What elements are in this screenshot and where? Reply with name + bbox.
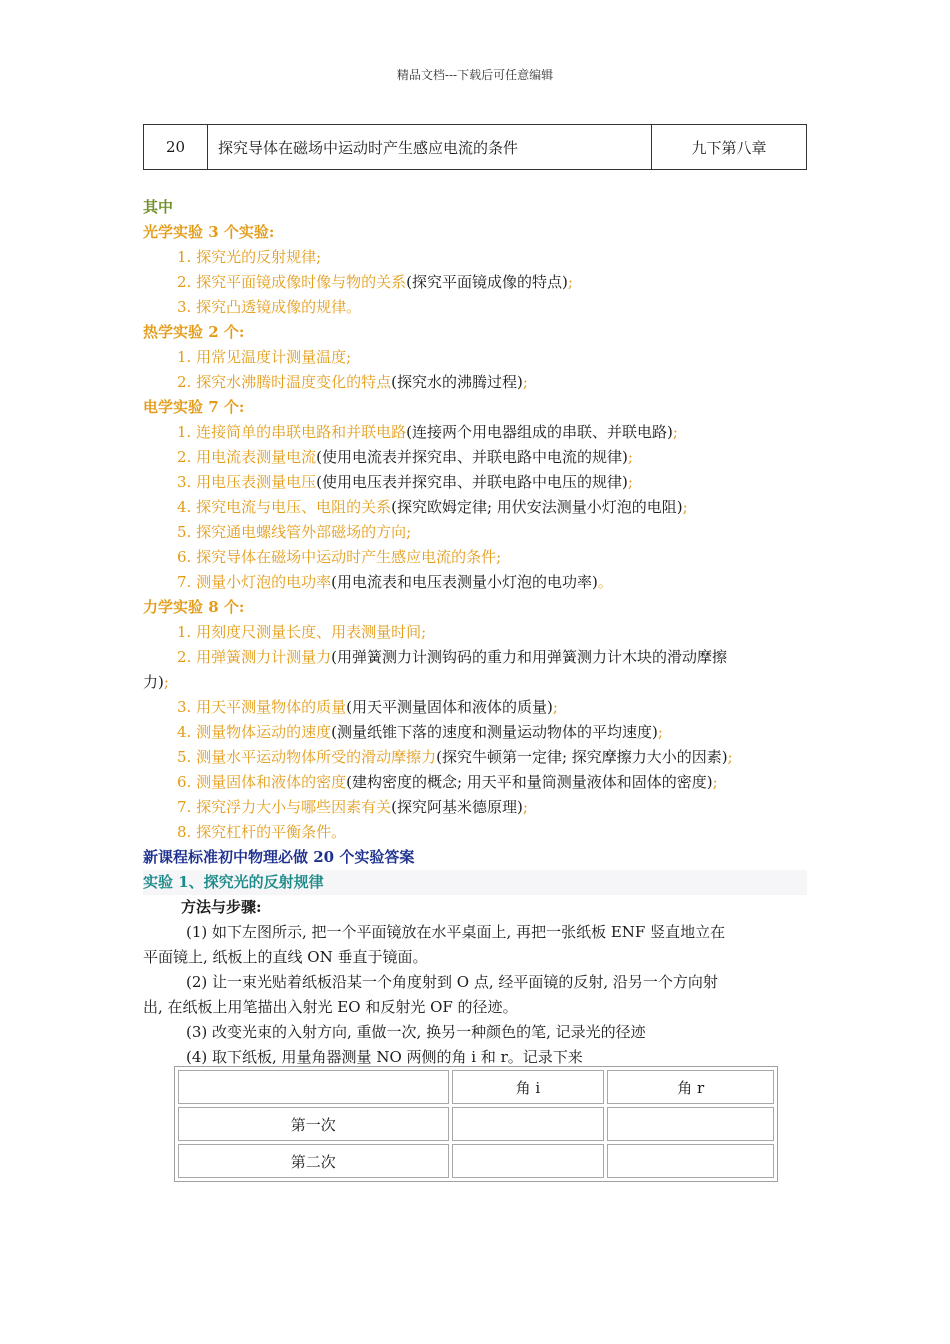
electric-heading: 电学实验 7 个:	[143, 398, 245, 416]
list-item	[143, 295, 807, 320]
experiment-name: 探究导体在磁场中运动时产生感应电流的条件	[208, 125, 652, 170]
item-note: (用弹簧测力计测钩码的重力和用弹簧测力计木块的滑动摩擦	[331, 648, 727, 666]
optics-heading: 光学实验 3 个实验:	[143, 223, 275, 241]
item-note: (探究欧姆定律; 用伏安法测量小灯泡的电阻)	[391, 498, 683, 516]
item-text: 6. 测量固体和液体的密度	[177, 773, 347, 791]
item-text: 2. 用电流表测量电流	[177, 448, 317, 466]
row-label: 第二次	[178, 1144, 449, 1178]
item-end: ;	[627, 473, 633, 491]
item-note: (探究牛顿第一定律; 探究摩擦力大小的因素)	[436, 748, 728, 766]
list-item	[143, 345, 807, 370]
angle-i-cell	[452, 1107, 605, 1141]
list-item	[143, 545, 807, 570]
method-heading: 方法与步骤:	[181, 898, 262, 916]
list-item	[143, 645, 807, 670]
item-end: ;	[712, 773, 718, 791]
item-note: 力)	[143, 673, 164, 691]
intro-heading: 其中	[143, 198, 174, 216]
row-label: 第一次	[178, 1107, 449, 1141]
list-item	[143, 745, 807, 770]
step-1-line-2: 平面镜上, 纸板上的直线 ON 垂直于镜面。	[143, 948, 428, 966]
item-text: 3. 用天平测量物体的质量	[177, 698, 347, 716]
answers-heading: 新课程标准初中物理必做 20 个实验答案	[143, 848, 415, 866]
item-text: 8. 探究杠杆的平衡条件。	[177, 823, 347, 841]
item-text: 4. 测量物体运动的速度	[177, 723, 332, 741]
list-item	[143, 770, 807, 795]
list-item	[143, 620, 807, 645]
list-item	[143, 445, 807, 470]
angle-i-cell	[452, 1144, 605, 1178]
item-note: (使用电压表并探究串、并联电路中电压的规律)	[316, 473, 628, 491]
header-cell-empty	[178, 1070, 449, 1104]
angle-r-cell	[607, 1144, 774, 1178]
header-angle-r: 角 r	[607, 1070, 774, 1104]
page-header: 精品文档---下载后可任意编辑	[396, 68, 554, 82]
list-item	[143, 795, 807, 820]
item-text: 7. 测量小灯泡的电功率	[177, 573, 332, 591]
item-end: ;	[522, 798, 528, 816]
experiment-chapter: 九下第八章	[652, 125, 807, 170]
list-item	[143, 720, 807, 745]
item-text: 7. 探究浮力大小与哪些因素有关	[177, 798, 392, 816]
item-text: 1. 探究光的反射规律;	[177, 248, 322, 266]
item-text: 2. 探究平面镜成像时像与物的关系	[177, 273, 407, 291]
item-end: ;	[552, 698, 558, 716]
mechanics-heading: 力学实验 8 个:	[143, 598, 245, 616]
list-item	[143, 470, 807, 495]
table-row	[178, 1107, 774, 1141]
item-text: 5. 测量水平运动物体所受的滑动摩擦力	[177, 748, 437, 766]
step-4: (4) 取下纸板, 用量角器测量 NO 两侧的角 i 和 r。记录下来	[186, 1048, 583, 1066]
list-item	[143, 245, 807, 270]
item-note: (连接两个用电器组成的串联、并联电路)	[406, 423, 673, 441]
item-note: (使用电流表并探究串、并联电路中电流的规律)	[316, 448, 628, 466]
list-item	[143, 495, 807, 520]
list-item	[143, 570, 807, 595]
step-1-line-1: (1) 如下左图所示, 把一个平面镜放在水平桌面上, 再把一张纸板 ENF 竖直地立在	[186, 923, 726, 941]
item-end: ;	[672, 423, 678, 441]
angle-record-table	[174, 1066, 778, 1182]
heat-heading: 热学实验 2 个:	[143, 323, 245, 341]
list-item	[143, 520, 807, 545]
item-text: 1. 用刻度尺测量长度、用表测量时间;	[177, 623, 427, 641]
item-end: ;	[522, 373, 528, 391]
item-text: 3. 用电压表测量电压	[177, 473, 317, 491]
item-end: 。	[597, 573, 613, 591]
item-text: 1. 用常见温度计测量温度;	[177, 348, 352, 366]
item-text: 3. 探究凸透镜成像的规律。	[177, 298, 362, 316]
item-end: ;	[163, 673, 169, 691]
item-note: (用电流表和电压表测量小灯泡的电功率)	[331, 573, 598, 591]
list-item	[143, 695, 807, 720]
step-3: (3) 改变光束的入射方向, 重做一次, 换另一种颜色的笔, 记录光的径迹	[186, 1023, 646, 1041]
item-note: (测量纸锥下落的速度和测量运动物体的平均速度)	[331, 723, 658, 741]
item-text: 6. 探究导体在磁场中运动时产生感应电流的条件;	[177, 548, 502, 566]
list-item	[143, 270, 807, 295]
item-end: ;	[682, 498, 688, 516]
experiment-number: 20	[144, 125, 208, 170]
item-note: (用天平测量固体和液体的质量)	[346, 698, 553, 716]
experiment-list-table	[143, 124, 807, 170]
list-item	[143, 420, 807, 445]
item-note: (建构密度的概念; 用天平和量筒测量液体和固体的密度)	[346, 773, 713, 791]
table-row	[178, 1144, 774, 1178]
list-item-continued	[143, 670, 807, 695]
list-item	[143, 820, 807, 845]
document-body	[143, 195, 807, 1070]
item-end: ;	[627, 448, 633, 466]
item-text: 2. 用弹簧测力计测量力	[177, 648, 332, 666]
item-note: (探究水的沸腾过程)	[391, 373, 523, 391]
item-text: 5. 探究通电螺线管外部磁场的方向;	[177, 523, 412, 541]
item-text: 4. 探究电流与电压、电阻的关系	[177, 498, 392, 516]
item-end: ;	[727, 748, 733, 766]
table-row	[144, 125, 807, 170]
item-text: 1. 连接简单的串联电路和并联电路	[177, 423, 407, 441]
header-angle-i: 角 i	[452, 1070, 605, 1104]
step-2-line-2: 出, 在纸板上用笔描出入射光 EO 和反射光 OF 的径迹。	[143, 998, 518, 1016]
list-item	[143, 370, 807, 395]
item-end: ;	[657, 723, 663, 741]
experiment-1-heading: 实验 1、探究光的反射规律	[143, 870, 807, 895]
item-note: (探究平面镜成像的特点)	[406, 273, 568, 291]
item-text: 2. 探究水沸腾时温度变化的特点	[177, 373, 392, 391]
table-header-row	[178, 1070, 774, 1104]
item-end: ;	[567, 273, 573, 291]
item-note: (探究阿基米德原理)	[391, 798, 523, 816]
angle-r-cell	[607, 1107, 774, 1141]
step-2-line-1: (2) 让一束光贴着纸板沿某一个角度射到 O 点, 经平面镜的反射, 沿另一个方向射	[186, 973, 718, 991]
